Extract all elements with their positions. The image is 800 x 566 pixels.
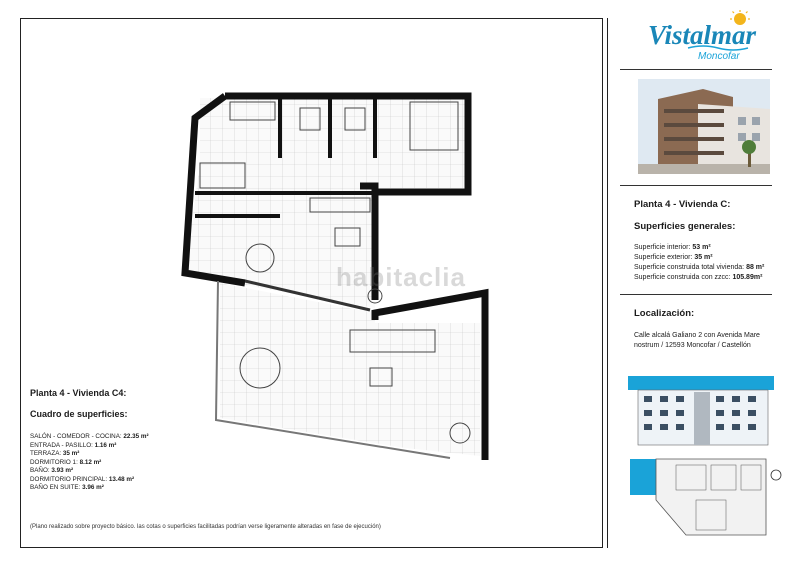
legend-row: DORMITORIO PRINCIPAL: 13.48 m² [30,475,135,483]
surface-row: Superficie interior: 53 m² [634,244,711,251]
terrace-floor [220,283,480,456]
divider [607,18,608,548]
legend-row: TERRAZA: 35 m² [30,450,80,457]
surface-row: Superficie construida con zzcc: 105.89m² [634,274,763,281]
legend-row: DORMITORIO 1: 8.12 m² [30,458,102,466]
legend-row: ENTRADA - PASILLO: 1.16 m² [30,441,117,449]
surface-row: Superficie exterior: 35 m² [634,254,713,261]
vistalmar-logo [648,10,768,66]
legend-row: BAÑO EN SUITE: 3.96 m² [30,484,104,491]
plan-title: Planta 4 - Vivienda C: [634,199,731,210]
surface-row: Superficie construida total vivienda: 88 m² [634,264,765,271]
site-plan [626,455,786,540]
svg-text:Moncofar: Moncofar [698,51,740,62]
disclaimer: (Plano realizado sobre proyecto básico. las cotas o superficies facilitadas podrían verse ligeramente alteradas en fase de ejecución) [30,524,381,530]
separator [620,69,772,70]
logo-text: Vistalmar [648,20,757,50]
legend-table [30,433,149,493]
north-arrow-icon [771,470,781,480]
legend-row: BAÑO: 3.93 m² [30,467,74,474]
watermark: habitaclia [336,262,466,292]
legend-row: SALÓN - COMEDOR - COCINA: 22.35 m² [30,433,149,440]
general-surfaces [634,243,764,283]
general-title: Superficies generales: [634,221,736,232]
legend-subtitle: Cuadro de superficies: [30,409,128,419]
legend-title: Planta 4 - Vivienda C4: [30,388,127,398]
location-address: Calle alcalá Galiano 2 con Avenida Mare nostrum / 12593 Moncofar / Castellón [634,332,760,349]
location-title: Localización: [634,308,695,319]
building-photo [638,79,770,174]
building-elevation [626,372,776,447]
